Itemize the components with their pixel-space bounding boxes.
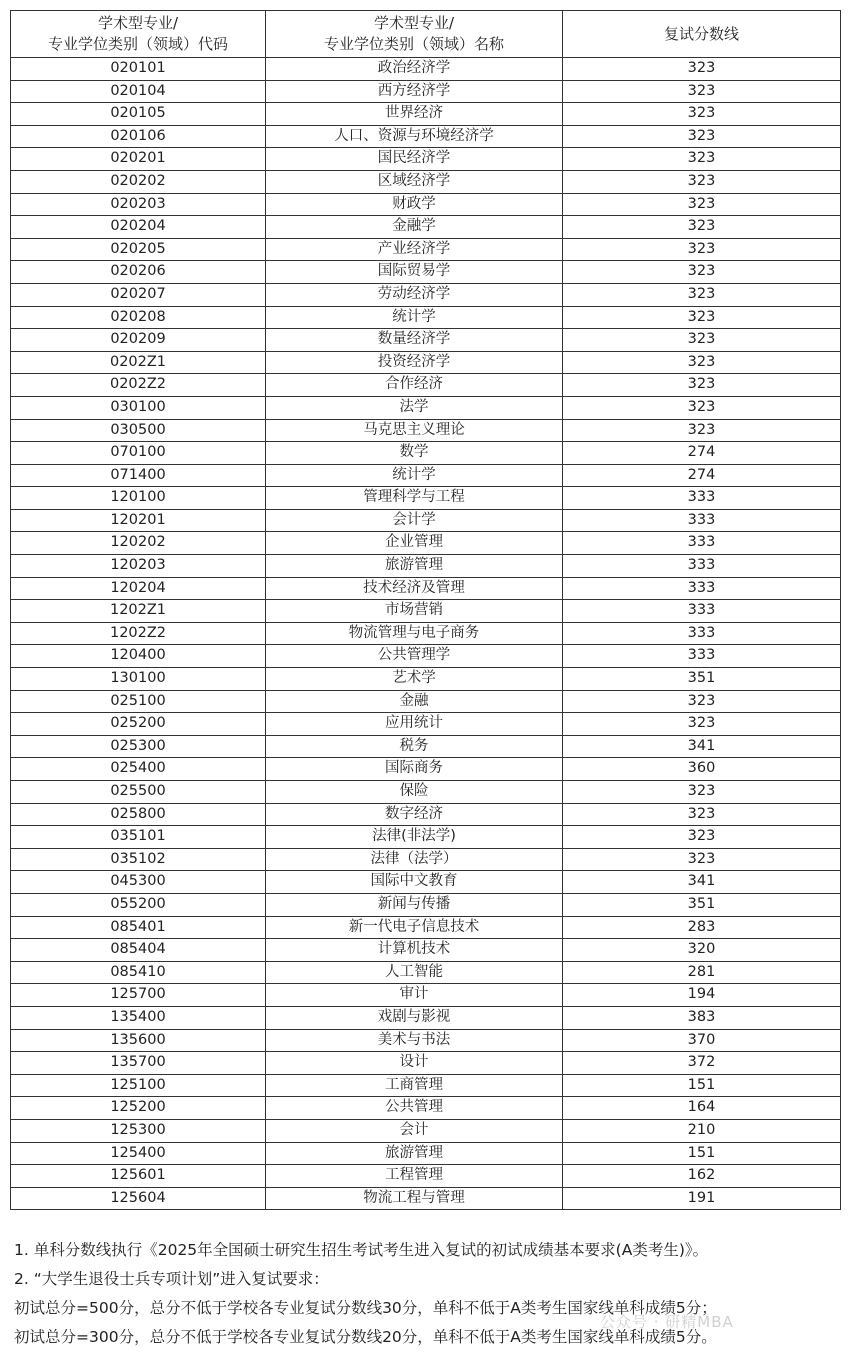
score-cell: 370	[563, 1029, 841, 1052]
name-cell: 产业经济学	[266, 238, 563, 261]
name-cell: 数学	[266, 442, 563, 465]
note-line: 1. 单科分数线执行《2025年全国硕士研究生招生考试考生进入复试的初试成绩基本要求(A类考生)》。	[14, 1241, 709, 1259]
code-cell: 120204	[11, 577, 266, 600]
table-row	[11, 758, 841, 781]
name-cell: 统计学	[266, 306, 563, 329]
code-cell: 125700	[11, 984, 266, 1007]
score-cell: 162	[563, 1165, 841, 1188]
code-cell: 020203	[11, 193, 266, 216]
score-cell: 323	[563, 396, 841, 419]
code-cell: 120203	[11, 555, 266, 578]
name-column-header	[266, 11, 563, 58]
name-cell: 新闻与传播	[266, 893, 563, 916]
score-cell: 333	[563, 487, 841, 510]
score-cell: 323	[563, 238, 841, 261]
name-cell: 马克思主义理论	[266, 419, 563, 442]
code-cell: 070100	[11, 442, 266, 465]
name-cell: 艺术学	[266, 668, 563, 691]
table-row	[11, 577, 841, 600]
name-cell: 人工智能	[266, 961, 563, 984]
score-cell: 383	[563, 1006, 841, 1029]
table-row	[11, 374, 841, 397]
table-row	[11, 1165, 841, 1188]
name-cell: 设计	[266, 1052, 563, 1075]
table-row	[11, 555, 841, 578]
score-cell: 323	[563, 351, 841, 374]
name-cell: 金融	[266, 690, 563, 713]
note-line: 初试总分=500分，总分不低于学校各专业复试分数线30分，单科不低于A类考生国家线单科成绩5分；	[14, 1299, 717, 1317]
name-cell: 工程管理	[266, 1165, 563, 1188]
table-header-row	[11, 11, 841, 58]
name-cell: 企业管理	[266, 532, 563, 555]
score-cell: 333	[563, 555, 841, 578]
table-row	[11, 713, 841, 736]
table-row	[11, 396, 841, 419]
name-cell: 国际中文教育	[266, 871, 563, 894]
name-cell: 国民经济学	[266, 148, 563, 171]
score-cell: 323	[563, 781, 841, 804]
table-row	[11, 261, 841, 284]
name-cell: 金融学	[266, 216, 563, 239]
name-cell: 投资经济学	[266, 351, 563, 374]
table-row	[11, 464, 841, 487]
code-cell: 120201	[11, 509, 266, 532]
code-cell: 135400	[11, 1006, 266, 1029]
code-cell: 020207	[11, 283, 266, 306]
code-cell: 020202	[11, 170, 266, 193]
table-row	[11, 1187, 841, 1210]
code-cell: 085410	[11, 961, 266, 984]
code-header-line2: 专业学位类别（领域）代码	[47, 35, 228, 53]
code-cell: 020209	[11, 329, 266, 352]
score-cell: 360	[563, 758, 841, 781]
score-cell: 323	[563, 58, 841, 81]
code-cell: 035102	[11, 848, 266, 871]
table-row	[11, 1052, 841, 1075]
table-row	[11, 826, 841, 849]
code-cell: 125400	[11, 1142, 266, 1165]
code-header-line1: 学术型专业/	[97, 14, 179, 32]
table-row	[11, 600, 841, 623]
code-cell: 125604	[11, 1187, 266, 1210]
notes-section	[14, 1236, 844, 1352]
score-cell: 372	[563, 1052, 841, 1075]
table-row	[11, 193, 841, 216]
score-cell: 164	[563, 1097, 841, 1120]
code-cell: 025400	[11, 758, 266, 781]
table-row	[11, 58, 841, 81]
code-cell: 025100	[11, 690, 266, 713]
table-row	[11, 645, 841, 668]
table-row	[11, 487, 841, 510]
score-cell: 323	[563, 803, 841, 826]
code-cell: 085401	[11, 916, 266, 939]
table-row	[11, 1074, 841, 1097]
score-cell: 323	[563, 125, 841, 148]
code-cell: 020208	[11, 306, 266, 329]
code-cell: 085404	[11, 939, 266, 962]
table-row	[11, 781, 841, 804]
note-line: 初试总分=300分，总分不低于学校各专业复试分数线20分，单科不低于A类考生国家线单科成绩5分。	[14, 1328, 717, 1346]
score-cell: 281	[563, 961, 841, 984]
table-row	[11, 622, 841, 645]
note-line: 2. “大学生退役士兵专项计划”进入复试要求：	[14, 1270, 329, 1288]
name-cell: 政治经济学	[266, 58, 563, 81]
name-cell: 审计	[266, 984, 563, 1007]
name-cell: 旅游管理	[266, 555, 563, 578]
table-row	[11, 306, 841, 329]
code-cell: 020205	[11, 238, 266, 261]
name-cell: 旅游管理	[266, 1142, 563, 1165]
table-row	[11, 916, 841, 939]
name-cell: 物流工程与管理	[266, 1187, 563, 1210]
code-cell: 055200	[11, 893, 266, 916]
name-cell: 物流管理与电子商务	[266, 622, 563, 645]
table-row	[11, 690, 841, 713]
score-cell: 333	[563, 622, 841, 645]
score-cell: 323	[563, 690, 841, 713]
table-row	[11, 125, 841, 148]
code-cell: 125601	[11, 1165, 266, 1188]
score-cell: 323	[563, 826, 841, 849]
score-cell: 210	[563, 1119, 841, 1142]
name-cell: 市场营销	[266, 600, 563, 623]
code-cell: 0202Z2	[11, 374, 266, 397]
score-cell: 323	[563, 713, 841, 736]
code-cell: 020106	[11, 125, 266, 148]
name-cell: 公共管理学	[266, 645, 563, 668]
code-cell: 135700	[11, 1052, 266, 1075]
code-cell: 125300	[11, 1119, 266, 1142]
table-row	[11, 984, 841, 1007]
name-cell: 世界经济	[266, 103, 563, 126]
score-cell: 333	[563, 577, 841, 600]
score-cell: 274	[563, 464, 841, 487]
name-cell: 应用统计	[266, 713, 563, 736]
code-cell: 135600	[11, 1029, 266, 1052]
code-column-header	[11, 11, 266, 58]
score-table	[10, 10, 841, 1210]
code-cell: 130100	[11, 668, 266, 691]
name-cell: 法律(非法学)	[266, 826, 563, 849]
score-cell: 323	[563, 283, 841, 306]
score-cell: 333	[563, 532, 841, 555]
score-cell: 333	[563, 645, 841, 668]
score-cell: 333	[563, 600, 841, 623]
score-cell: 351	[563, 893, 841, 916]
name-cell: 会计学	[266, 509, 563, 532]
name-cell: 工商管理	[266, 1074, 563, 1097]
name-header-line1: 学术型专业/	[373, 14, 455, 32]
code-cell: 125200	[11, 1097, 266, 1120]
name-cell: 区域经济学	[266, 170, 563, 193]
watermark: 公众号 · 研精MBA	[600, 1313, 734, 1331]
code-cell: 120202	[11, 532, 266, 555]
score-cell: 151	[563, 1142, 841, 1165]
score-cell: 151	[563, 1074, 841, 1097]
table-row	[11, 419, 841, 442]
table-row	[11, 1029, 841, 1052]
score-cell: 323	[563, 103, 841, 126]
table-row	[11, 509, 841, 532]
score-cell: 341	[563, 871, 841, 894]
code-cell: 120400	[11, 645, 266, 668]
name-cell: 国际贸易学	[266, 261, 563, 284]
name-cell: 数量经济学	[266, 329, 563, 352]
name-cell: 戏剧与影视	[266, 1006, 563, 1029]
name-cell: 合作经济	[266, 374, 563, 397]
code-cell: 025300	[11, 735, 266, 758]
table-row	[11, 216, 841, 239]
score-cell: 323	[563, 848, 841, 871]
name-cell: 人口、资源与环境经济学	[266, 125, 563, 148]
code-cell: 020206	[11, 261, 266, 284]
table-row	[11, 848, 841, 871]
code-cell: 025200	[11, 713, 266, 736]
name-cell: 税务	[266, 735, 563, 758]
score-cell: 320	[563, 939, 841, 962]
table-row	[11, 442, 841, 465]
code-cell: 045300	[11, 871, 266, 894]
code-cell: 1202Z2	[11, 622, 266, 645]
name-cell: 保险	[266, 781, 563, 804]
score-cell: 323	[563, 170, 841, 193]
table-row	[11, 1142, 841, 1165]
score-cell: 341	[563, 735, 841, 758]
name-cell: 法学	[266, 396, 563, 419]
table-row	[11, 1006, 841, 1029]
score-cell: 274	[563, 442, 841, 465]
name-cell: 美术与书法	[266, 1029, 563, 1052]
table-row	[11, 939, 841, 962]
table-row	[11, 80, 841, 103]
code-cell: 020105	[11, 103, 266, 126]
code-cell: 030500	[11, 419, 266, 442]
name-cell: 公共管理	[266, 1097, 563, 1120]
name-cell: 计算机技术	[266, 939, 563, 962]
name-cell: 新一代电子信息技术	[266, 916, 563, 939]
code-cell: 0202Z1	[11, 351, 266, 374]
score-cell: 191	[563, 1187, 841, 1210]
table-row	[11, 871, 841, 894]
table-row	[11, 148, 841, 171]
table-row	[11, 1097, 841, 1120]
code-cell: 035101	[11, 826, 266, 849]
table-row	[11, 351, 841, 374]
score-cell: 351	[563, 668, 841, 691]
table-row	[11, 329, 841, 352]
name-cell: 法律（法学）	[266, 848, 563, 871]
score-cell: 323	[563, 261, 841, 284]
name-cell: 会计	[266, 1119, 563, 1142]
code-cell: 120100	[11, 487, 266, 510]
score-cell: 323	[563, 80, 841, 103]
score-cell: 323	[563, 148, 841, 171]
score-cell: 323	[563, 419, 841, 442]
name-cell: 管理科学与工程	[266, 487, 563, 510]
score-cell: 283	[563, 916, 841, 939]
name-cell: 国际商务	[266, 758, 563, 781]
code-cell: 025500	[11, 781, 266, 804]
name-cell: 财政学	[266, 193, 563, 216]
table-row	[11, 735, 841, 758]
code-cell: 025800	[11, 803, 266, 826]
table-row	[11, 103, 841, 126]
table-row	[11, 961, 841, 984]
score-cell: 323	[563, 193, 841, 216]
table-row	[11, 170, 841, 193]
code-cell: 030100	[11, 396, 266, 419]
code-cell: 020201	[11, 148, 266, 171]
name-cell: 统计学	[266, 464, 563, 487]
name-cell: 技术经济及管理	[266, 577, 563, 600]
table-row	[11, 283, 841, 306]
code-cell: 1202Z1	[11, 600, 266, 623]
table-row	[11, 1119, 841, 1142]
score-cell: 323	[563, 374, 841, 397]
code-cell: 020204	[11, 216, 266, 239]
name-cell: 数字经济	[266, 803, 563, 826]
score-cell: 323	[563, 306, 841, 329]
table-row	[11, 893, 841, 916]
name-cell: 西方经济学	[266, 80, 563, 103]
table-row	[11, 803, 841, 826]
table-row	[11, 238, 841, 261]
table-row	[11, 532, 841, 555]
score-cell: 194	[563, 984, 841, 1007]
score-column-header: 复试分数线	[563, 11, 841, 58]
table-row	[11, 668, 841, 691]
code-cell: 071400	[11, 464, 266, 487]
score-cell: 333	[563, 509, 841, 532]
code-cell: 020101	[11, 58, 266, 81]
score-cell: 323	[563, 216, 841, 239]
name-header-line2: 专业学位类别（领域）名称	[323, 35, 504, 53]
code-cell: 020104	[11, 80, 266, 103]
score-cell: 323	[563, 329, 841, 352]
code-cell: 125100	[11, 1074, 266, 1097]
name-cell: 劳动经济学	[266, 283, 563, 306]
